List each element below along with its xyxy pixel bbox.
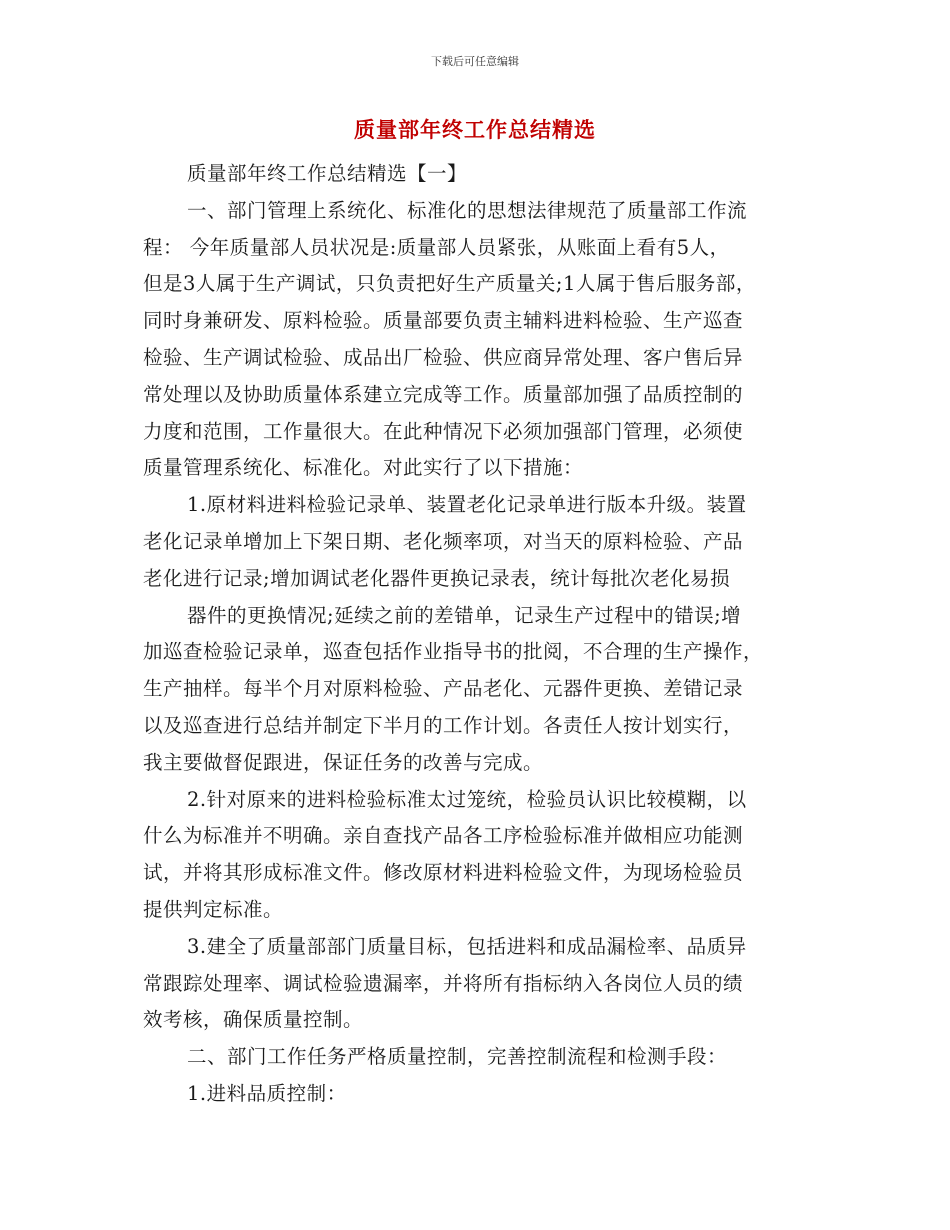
text-line: 常处理以及协助质量体系建立完成等工作。质量部加强了品质控制的	[143, 382, 744, 406]
text-line: 生产抽样。每半个月对原料检验、产品老化、元器件更换、差错记录	[143, 677, 744, 701]
text-line: 1.原材料进料检验记录单、装置老化记录单进行版本升级。装置	[187, 493, 747, 517]
text-line: 程： 今年质量部人员状况是:质量部人员紧张，从账面上看有5人，	[143, 235, 730, 259]
document-title: 质量部年终工作总结精选	[354, 117, 596, 142]
text-line: 3.建全了质量部部门质量目标，包括进料和成品漏检率、品质异	[187, 934, 747, 958]
text-line: 老化记录单增加上下架日期、老化频率项，对当天的原料检验、产品	[143, 529, 744, 553]
text-line: 一、部门管理上系统化、标准化的思想法律规范了质量部工作流	[187, 198, 748, 222]
page-header-note: 下载后可任意编辑	[431, 55, 519, 68]
text-line: 加巡查检验记录单，巡查包括作业指导书的批阅，不合理的生产操作，	[143, 640, 764, 664]
document-body	[143, 156, 807, 1113]
text-line: 同时身兼研发、原料检验。质量部要负责主辅料进料检验、生产巡查	[143, 309, 744, 333]
text-line: 但是3人属于生产调试，只负责把好生产质量关;1人属于售后服务部，	[143, 272, 756, 296]
text-line: 1.进料品质控制：	[187, 1081, 347, 1105]
text-line: 提供判定标准。	[143, 897, 284, 921]
text-line: 检验、生产调试检验、成品出厂检验、供应商异常处理、客户售后异	[143, 345, 744, 369]
text-line: 器件的更换情况;延续之前的差错单，记录生产过程中的错误;增	[187, 603, 742, 627]
text-line: 二、部门工作任务严格质量控制，完善控制流程和检测手段：	[187, 1045, 728, 1069]
text-line: 效考核，确保质量控制。	[143, 1008, 364, 1032]
text-line: 力度和范围，工作量很大。在此种情况下必须加强部门管理，必须使	[143, 419, 744, 443]
text-line: 以及巡查进行总结并制定下半月的工作计划。各责任人按计划实行，	[143, 713, 744, 737]
text-line: 质量部年终工作总结精选【一】	[187, 162, 468, 185]
text-line: 试，并将其形成标准文件。修改原材料进料检验文件，为现场检验员	[143, 861, 744, 885]
text-line: 我主要做督促跟进，保证任务的改善与完成。	[143, 750, 544, 774]
text-line: 2.针对原来的进料检验标准太过笼统，检验员认识比较模糊，以	[187, 787, 747, 811]
text-line: 老化进行记录;增加调试老化器件更换记录表，统计每批次老化易损	[143, 566, 731, 590]
text-line: 常跟踪处理率、调试检验遗漏率，并将所有指标纳入各岗位人员的绩	[143, 971, 744, 995]
text-line: 什么为标准并不明确。亲自查找产品各工序检验标准并做相应功能测	[143, 824, 744, 848]
text-line: 质量管理系统化、标准化。对此实行了以下措施：	[143, 456, 584, 480]
